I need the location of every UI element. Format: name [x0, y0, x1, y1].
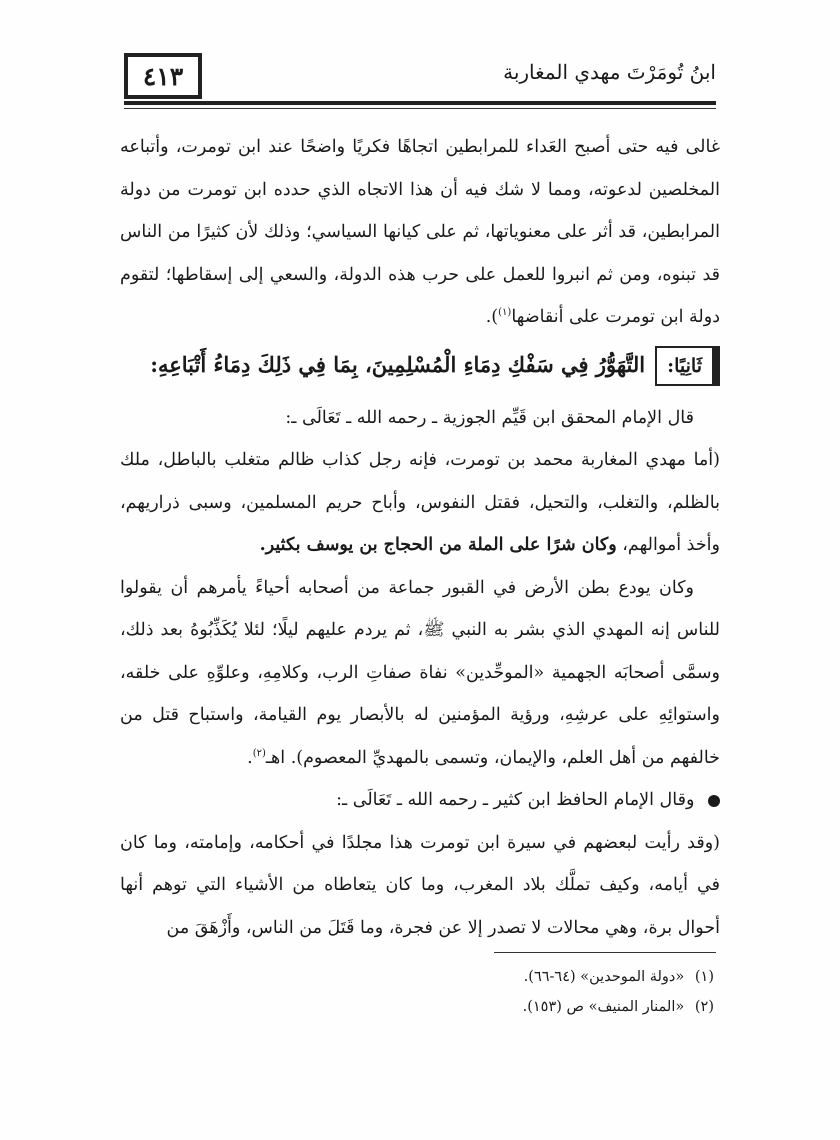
footnote-separator — [494, 952, 716, 953]
bullet-item-text: وقال الإمام الحافظ ابن كثير ـ رحمه الله ـ تَعَالَى ـ: — [336, 790, 695, 810]
footnote-1-marker: (١) — [694, 969, 714, 985]
quote-ibn-kathir-text: (وقد رأيت لبعضهم في سيرة ابن تومرت هذا مجلدًا في أحكامه، وإمامته، وما كان في أيامه، وكيف تملَّك بلاد المغرب، وما كان يتعاطاه من الأشياء التي توهم أنها أحوال برة، وهي محالات لا تصدر إلا عن فجرة، وما قَتَلَ من الناس، وأَزْهَقَ من — [120, 832, 720, 938]
paragraph-4 — [120, 567, 720, 780]
section-heading-label: ثَانِيًا: — [655, 346, 720, 386]
footnote-2-marker: (٢) — [694, 999, 714, 1015]
main-text — [120, 126, 720, 949]
paragraph-1 — [120, 126, 720, 339]
bullet-item — [120, 779, 720, 822]
paragraph-1-end: ). — [485, 307, 499, 327]
page-number — [124, 53, 202, 99]
bullet-dot-icon — [708, 795, 720, 807]
quote-ibn-qayyim — [120, 439, 720, 567]
page-number-text: ٤١٣ — [142, 61, 184, 91]
paragraph-4-text: وكان يودع بطن الأرض في القبور جماعة من أصحابه أحياءً يأمرهم أن يقولوا للناس إنه المهدي الذي بشر به النبي ﷺ، ثم يردم عليهم ليلًا؛ لئلا يُكَذِّبُوهُ بعد ذلك، وسمَّى أصحابَه الجهمية «الموحِّدين» نفاة صفاتِ الرب، وكلامِهِ، وعلوِّهِ على خلقه، واستوائِهِ على عرشِهِ، ورؤية المؤمنين له بالأبصار يوم القيامة، واستباح قتل من خالفهم من أهل العلم، والإيمان، وتسمى بالمهديِّ المعصوم). اهـ — [120, 577, 720, 768]
footnote-2 — [314, 992, 714, 1022]
quote-ibn-kathir — [120, 822, 720, 950]
footnote-ref-2[interactable]: (٢) — [252, 747, 266, 759]
paragraph-1-text: غالى فيه حتى أصبح العَداء للمرابطين اتجاهًا فكريًا واضحًا عند ابن تومرت، وأتباعه المخلصين لدعوته، ومما لا شك فيه أن هذا الاتجاه الذي حدده ابن تومرت من دولة المرابطين، قد أثر على معنوياتها، ثم على كيانها السياسي؛ وذلك لأن كثيرًا من الناس قد تبنوه، ومن ثم انبروا للعمل على حرب هذه الدولة، والسعي إلى إسقاطها؛ لتقوم دولة ابن تومرت على أنقاضها — [120, 137, 720, 327]
quote-ibn-qayyim-text: (أما مهدي المغاربة محمد بن تومرت، فإنه رجل كذاب ظالم متغلب بالباطل، ملك بالظلم، والتغلب، والتحيل، فقتل النفوس، وأباح حريم المسلمين، وسبى ذراريهم، وأخذ أموالهم، — [120, 450, 720, 555]
paragraph-4-end: . — [247, 747, 253, 768]
header-rule-thick — [124, 101, 716, 105]
paragraph-2-text: قال الإمام المحقق ابن قَيِّم الجوزية ـ رحمه الله ـ تَعَالَى ـ: — [285, 407, 694, 428]
footnote-1-text: «دولة الموحدين» (٦٤-٦٦). — [523, 969, 685, 985]
footnote-ref-1[interactable]: (١) — [498, 307, 512, 319]
quote-ibn-qayyim-bold: وكان شرًا على الملة من الحجاج بن يوسف بكثير. — [259, 535, 617, 555]
running-title: ابنُ تُومَرْتَ مهدي المغاربة — [503, 60, 716, 84]
paragraph-2 — [120, 397, 720, 440]
section-heading — [120, 343, 720, 389]
header-rule-thin — [124, 108, 716, 109]
section-heading-text: التَّهَوُّرُ فِي سَفْكِ دِمَاءِ الْمُسْلِمِينَ، بِمَا فِي ذَلِكَ دِمَاءُ أَتْبَاعِهِ: — [150, 352, 646, 378]
footnotes — [314, 962, 714, 1022]
footnote-2-text: «المنار المنيف» ص (١٥٣). — [522, 999, 685, 1015]
footnote-1 — [314, 962, 714, 992]
